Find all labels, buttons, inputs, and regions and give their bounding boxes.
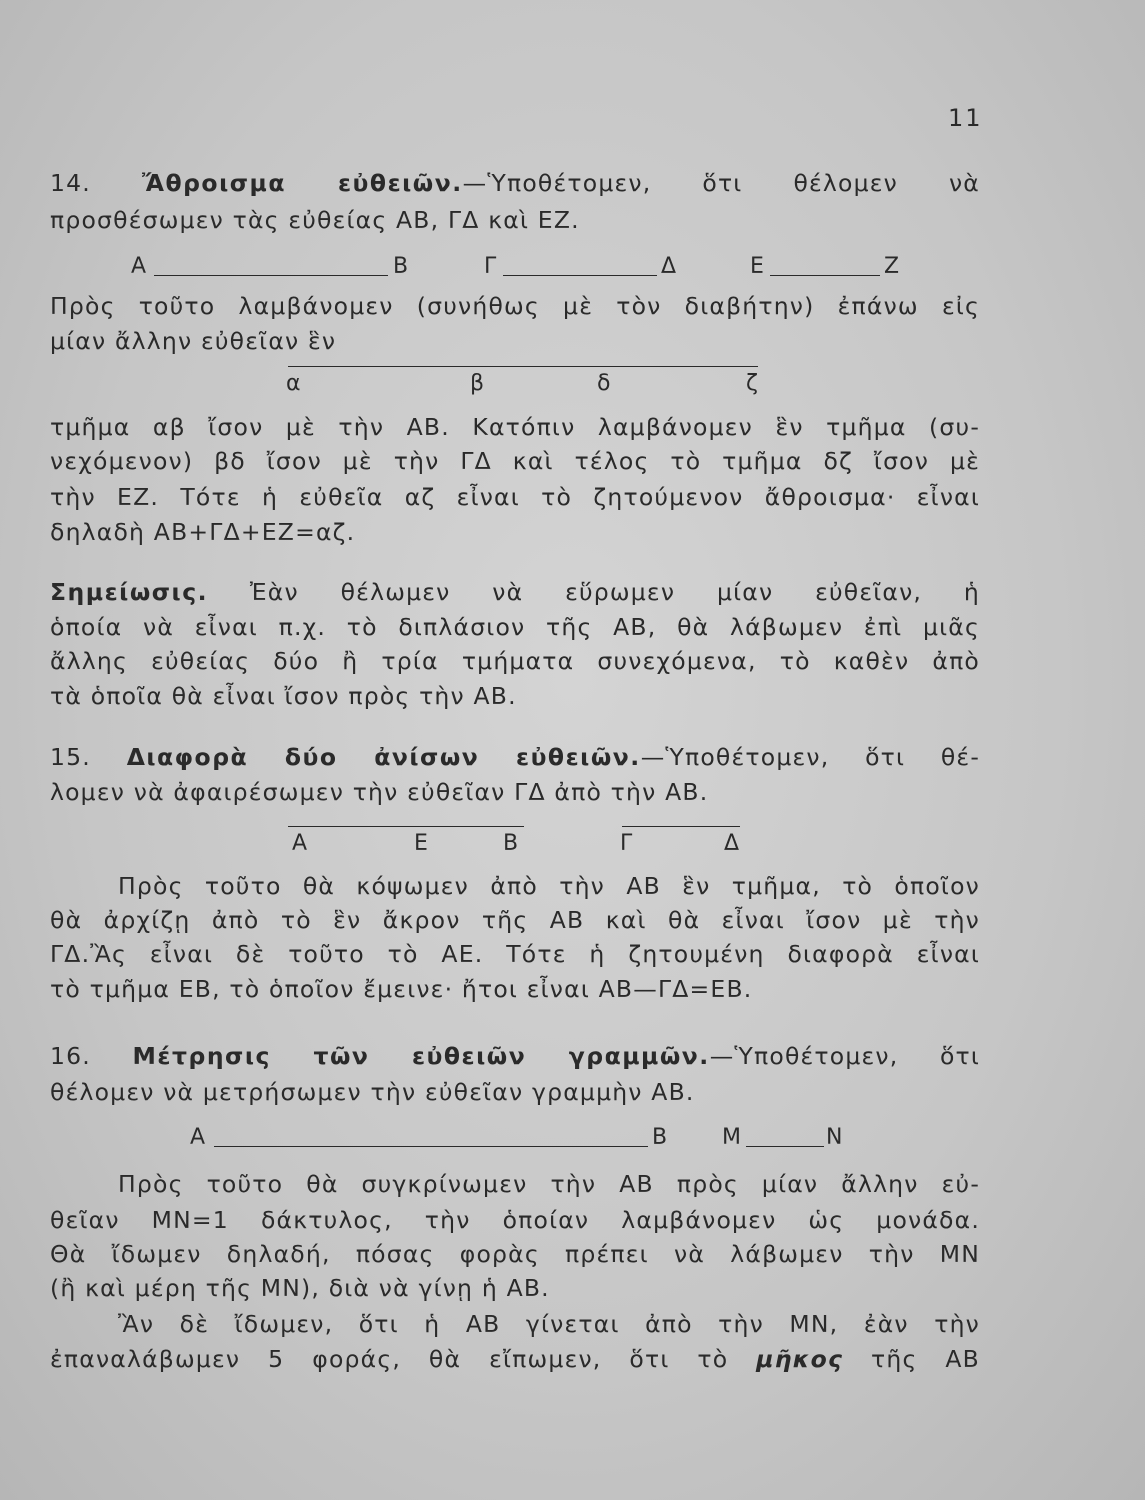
s15-heading-line (50, 740, 980, 774)
note-title: Σημείωσις. (50, 578, 209, 606)
segment-az (288, 366, 758, 367)
s15-line1-rest: —Ὑποθέτομεν, ὅτι θέ- (640, 743, 981, 771)
label-B: Β (652, 1125, 669, 1150)
s14-line5: τμῆμα αβ ἴσον μὲ τὴν ΑΒ. Κατόπιν λαμβάνομεν ἓν τμῆμα (συ- (50, 413, 980, 441)
s15-line6: τὸ τμῆμα ΕΒ, τὸ ὁποῖον ἔμεινε· ἤτοι εἶναι ΑΒ—ΓΔ=ΕΒ. (50, 975, 753, 1003)
s14-line8: δηλαδὴ ΑΒ+ΓΔ+ΕΖ=αζ. (50, 518, 356, 546)
segment-EZ (770, 275, 880, 276)
s16-line8 (50, 1342, 980, 1376)
note-line3: ἄλλης εὐθείας δύο ἢ τρία τμήματα συνεχόμενα, τὸ καθὲν ἀπὸ (50, 647, 980, 675)
segment-AB-diff (288, 826, 524, 827)
term-length: μῆκος (756, 1345, 844, 1373)
segment-GD (503, 275, 657, 276)
label-B: Β (503, 831, 520, 856)
label-E: Ε (414, 831, 429, 856)
note-line1-rest: Ἐὰν θέλωμεν νὰ εὕρωμεν μίαν εὐθεῖαν, ἡ (249, 578, 980, 606)
s14-line7: τὴν ΕΖ. Τότε ἡ εὐθεῖα αζ εἶναι τὸ ζητούμενον ἄθροισμα· εἶναι (50, 483, 980, 511)
segment-GD-diff (622, 826, 740, 827)
s16-line4: θεῖαν ΜΝ=1 δάκτυλος, τὴν ὁποίαν λαμβάνομεν ὡς μονάδα. (50, 1206, 980, 1234)
s15-line5: ΓΔ.Ἂς εἶναι δὲ τοῦτο τὸ ΑΕ. Τότε ἡ ζητουμένη διαφορὰ εἶναι (50, 940, 980, 968)
s14-line1-rest: —Ὑποθέτομεν, ὅτι θέλομεν νὰ (462, 169, 980, 197)
s15-number: 15. (50, 743, 91, 771)
s16-number: 16. (50, 1042, 91, 1070)
label-G: Γ (620, 831, 634, 856)
note-heading-line (50, 575, 980, 609)
s15-line2: λομεν νὰ ἀφαιρέσωμεν τὴν εὐθεῖαν ΓΔ ἀπὸ τὴν ΑΒ. (50, 778, 709, 806)
s16-line3: Πρὸς τοῦτο θὰ συγκρίνωμεν τὴν ΑΒ πρὸς μίαν ἄλλην εὐ- (118, 1170, 980, 1198)
segment-AB (154, 275, 388, 276)
label-N: Ν (826, 1125, 844, 1150)
s16-line8-end: τῆς ΑΒ (871, 1345, 980, 1373)
s16-line6: (ἢ καὶ μέρη τῆς ΜΝ), διὰ νὰ γίνῃ ἡ ΑΒ. (50, 1274, 550, 1302)
s14-heading-line (50, 166, 980, 200)
s14-line6: νεχόμενον) βδ ἴσον μὲ τὴν ΓΔ καὶ τέλος τὸ τμῆμα δζ ἴσον μὲ (50, 447, 980, 475)
segment-AB-measure (214, 1146, 648, 1147)
label-A: Α (190, 1125, 207, 1150)
label-E: Ε (750, 254, 765, 279)
s16-line2: θέλομεν νὰ μετρήσωμεν τὴν εὐθεῖαν γραμμὴν ΑΒ. (50, 1078, 695, 1106)
note-line4: τὰ ὁποῖα θὰ εἶναι ἴσον πρὸς τὴν ΑΒ. (50, 682, 517, 710)
label-Z: Ζ (884, 254, 901, 279)
s16-line1-rest: —Ὑποθέτομεν, ὅτι (709, 1042, 981, 1070)
label-zeta: ζ (746, 371, 759, 396)
s16-title: Μέτρησις τῶν εὐθειῶν γραμμῶν. (132, 1042, 710, 1070)
note-line2: ὁποία νὰ εἶναι π.χ. τὸ διπλάσιον τῆς ΑΒ, θὰ λάβωμεν ἐπὶ μιᾶς (50, 613, 980, 641)
s15-line3: Πρὸς τοῦτο θὰ κόψωμεν ἀπὸ τὴν ΑΒ ἓν τμῆμα, τὸ ὁποῖον (118, 872, 980, 900)
label-M: Μ (722, 1125, 742, 1150)
label-A: Α (292, 831, 309, 856)
s16-heading-line (50, 1039, 980, 1073)
label-D: Δ (661, 254, 678, 279)
label-delta: δ (597, 371, 612, 396)
s14-title: Ἄθροισμα εὐθειῶν. (141, 169, 463, 197)
label-G: Γ (484, 254, 498, 279)
label-A: Α (131, 254, 148, 279)
s16-line5: Θὰ ἴδωμεν δηλαδή, πόσας φορὰς πρέπει νὰ λάβωμεν τὴν ΜΝ (50, 1240, 980, 1268)
s15-line4: θὰ ἀρχίζῃ ἀπὸ τὸ ἓν ἄκρον τῆς ΑΒ καὶ θὰ εἶναι ἴσον μὲ τὴν (50, 906, 980, 934)
label-D: Δ (724, 831, 741, 856)
s16-line7: Ἂν δὲ ἴδωμεν, ὅτι ἡ ΑΒ γίνεται ἀπὸ τὴν ΜΝ, ἐὰν τὴν (118, 1310, 980, 1338)
s15-title: Διαφορὰ δύο ἀνίσων εὐθειῶν. (126, 743, 641, 771)
s16-line8-start: ἐπαναλάβωμεν 5 φοράς, θὰ εἴπωμεν, ὅτι τὸ (50, 1345, 729, 1373)
label-alpha: α (286, 371, 302, 396)
s14-line4: μίαν ἄλλην εὐθεῖαν ἓν (50, 327, 337, 355)
s14-line2: προσθέσωμεν τὰς εὐθείας ΑΒ, ΓΔ καὶ ΕΖ. (50, 206, 580, 234)
page-number: 11 (948, 104, 983, 132)
label-B: Β (393, 254, 410, 279)
label-beta: β (470, 371, 486, 396)
segment-MN (746, 1146, 824, 1147)
s14-line3: Πρὸς τοῦτο λαμβάνομεν (συνήθως μὲ τὸν διαβήτην) ἐπάνω εἰς (50, 292, 980, 320)
s14-number: 14. (50, 169, 91, 197)
